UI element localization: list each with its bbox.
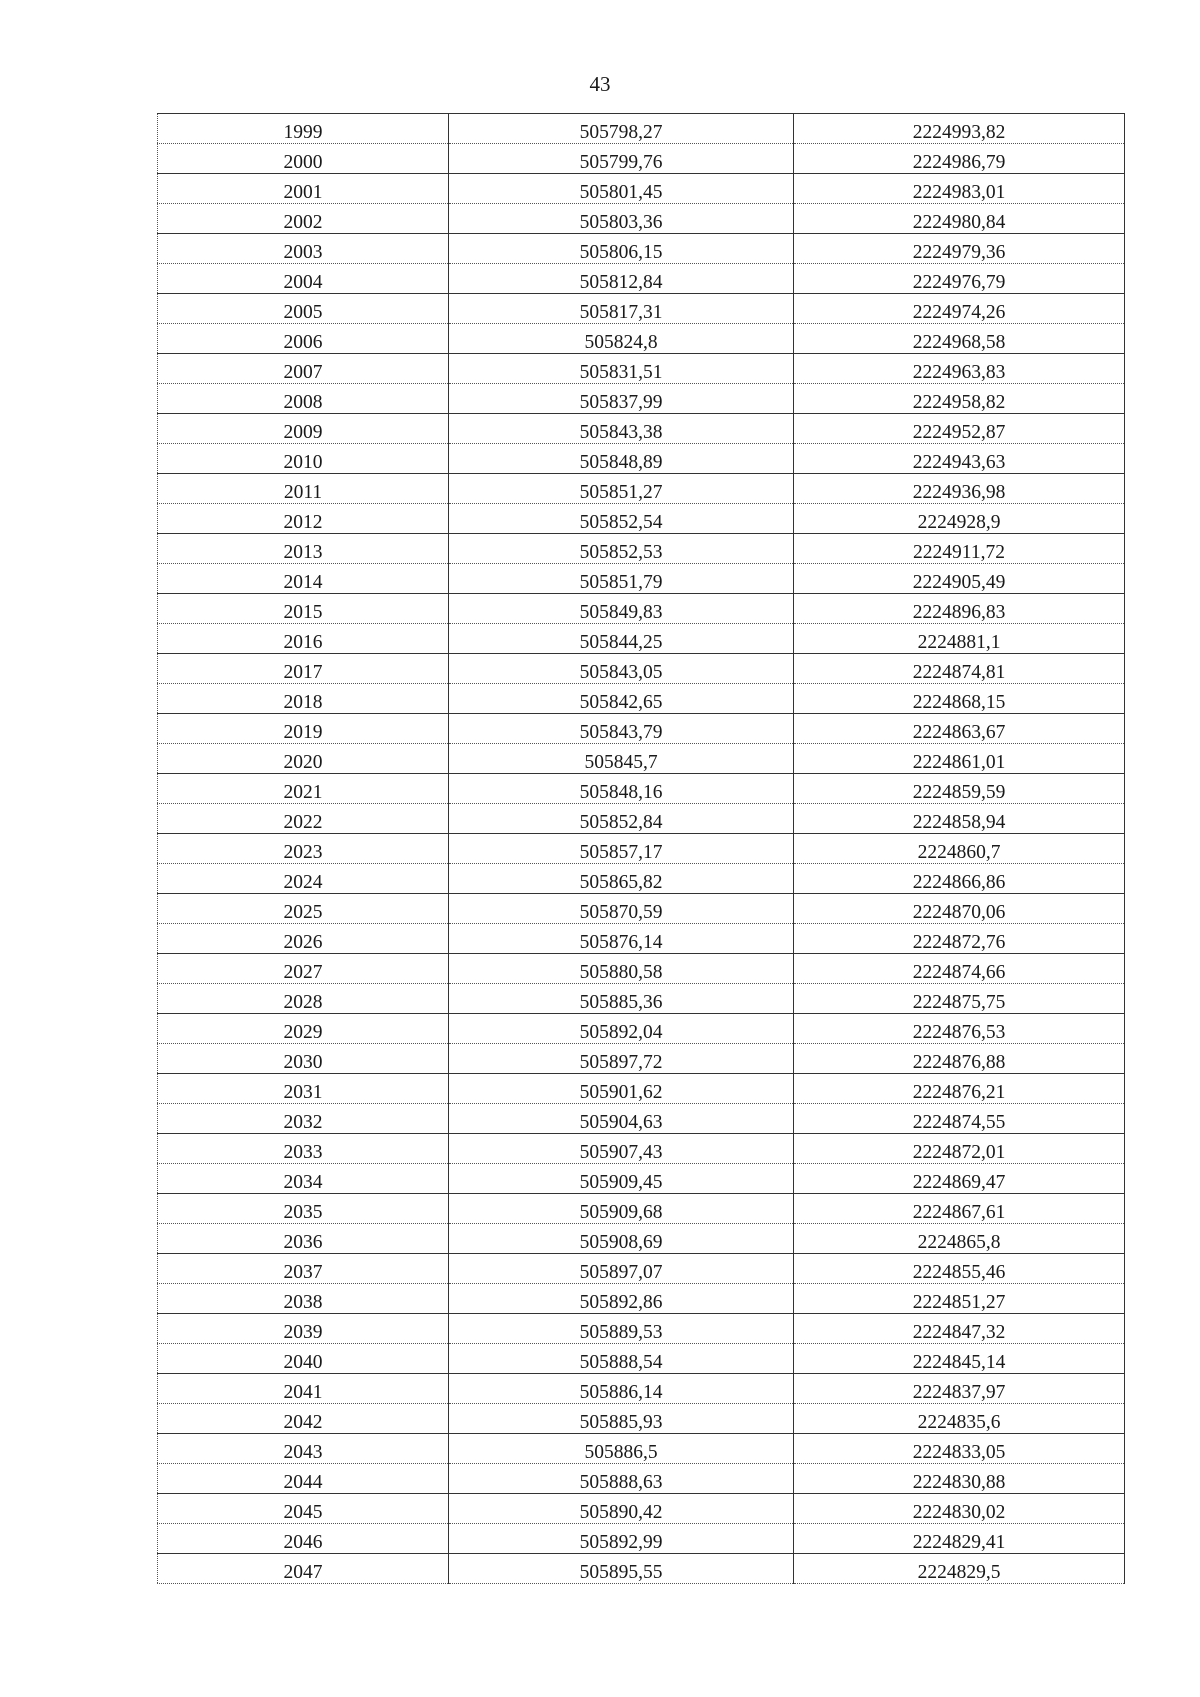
point-number-cell: 2017 — [158, 654, 449, 684]
y-coordinate-cell: 2224851,27 — [794, 1284, 1125, 1314]
page-number: 43 — [589, 72, 611, 96]
y-coordinate-cell: 2224835,6 — [794, 1404, 1125, 1434]
point-number-cell: 2021 — [158, 774, 449, 804]
table-row — [158, 1314, 1125, 1344]
point-number-cell: 2005 — [158, 294, 449, 324]
point-number-cell: 2046 — [158, 1524, 449, 1554]
y-coordinate-cell: 2224986,79 — [794, 144, 1125, 174]
y-coordinate-cell: 2224872,01 — [794, 1134, 1125, 1164]
y-coordinate-cell: 2224870,06 — [794, 894, 1125, 924]
table-row — [158, 924, 1125, 954]
y-coordinate-cell: 2224867,61 — [794, 1194, 1125, 1224]
table-row — [158, 1284, 1125, 1314]
point-number-cell: 2025 — [158, 894, 449, 924]
x-coordinate-cell: 505888,63 — [449, 1464, 794, 1494]
point-number-cell: 2010 — [158, 444, 449, 474]
x-coordinate-cell: 505851,79 — [449, 564, 794, 594]
table-row — [158, 1524, 1125, 1554]
x-coordinate-cell: 505837,99 — [449, 384, 794, 414]
x-coordinate-cell: 505892,04 — [449, 1014, 794, 1044]
x-coordinate-cell: 505886,5 — [449, 1434, 794, 1464]
y-coordinate-cell: 2224936,98 — [794, 474, 1125, 504]
point-number-cell: 2024 — [158, 864, 449, 894]
point-number-cell: 2036 — [158, 1224, 449, 1254]
y-coordinate-cell: 2224968,58 — [794, 324, 1125, 354]
point-number-cell: 2016 — [158, 624, 449, 654]
y-coordinate-cell: 2224943,63 — [794, 444, 1125, 474]
x-coordinate-cell: 505892,86 — [449, 1284, 794, 1314]
table-row — [158, 624, 1125, 654]
point-number-cell: 2019 — [158, 714, 449, 744]
x-coordinate-cell: 505852,53 — [449, 534, 794, 564]
coordinates-table — [157, 113, 1125, 1584]
table-row — [158, 1494, 1125, 1524]
table-row — [158, 1554, 1125, 1584]
y-coordinate-cell: 2224837,97 — [794, 1374, 1125, 1404]
x-coordinate-cell: 505909,68 — [449, 1194, 794, 1224]
x-coordinate-cell: 505885,93 — [449, 1404, 794, 1434]
table-row — [158, 1104, 1125, 1134]
point-number-cell: 2002 — [158, 204, 449, 234]
point-number-cell: 2023 — [158, 834, 449, 864]
point-number-cell: 2001 — [158, 174, 449, 204]
point-number-cell: 2011 — [158, 474, 449, 504]
y-coordinate-cell: 2224876,53 — [794, 1014, 1125, 1044]
table-row — [158, 414, 1125, 444]
point-number-cell: 2040 — [158, 1344, 449, 1374]
y-coordinate-cell: 2224858,94 — [794, 804, 1125, 834]
x-coordinate-cell: 505824,8 — [449, 324, 794, 354]
point-number-cell: 2027 — [158, 954, 449, 984]
table-row — [158, 1164, 1125, 1194]
x-coordinate-cell: 505888,54 — [449, 1344, 794, 1374]
x-coordinate-cell: 505851,27 — [449, 474, 794, 504]
point-number-cell: 1999 — [158, 114, 449, 144]
x-coordinate-cell: 505889,53 — [449, 1314, 794, 1344]
x-coordinate-cell: 505844,25 — [449, 624, 794, 654]
table-row — [158, 1374, 1125, 1404]
y-coordinate-cell: 2224980,84 — [794, 204, 1125, 234]
y-coordinate-cell: 2224974,26 — [794, 294, 1125, 324]
x-coordinate-cell: 505880,58 — [449, 954, 794, 984]
point-number-cell: 2004 — [158, 264, 449, 294]
y-coordinate-cell: 2224993,82 — [794, 114, 1125, 144]
y-coordinate-cell: 2224911,72 — [794, 534, 1125, 564]
x-coordinate-cell: 505852,84 — [449, 804, 794, 834]
point-number-cell: 2000 — [158, 144, 449, 174]
table-row — [158, 294, 1125, 324]
y-coordinate-cell: 2224829,5 — [794, 1554, 1125, 1584]
table-row — [158, 1074, 1125, 1104]
point-number-cell: 2029 — [158, 1014, 449, 1044]
point-number-cell: 2030 — [158, 1044, 449, 1074]
y-coordinate-cell: 2224830,88 — [794, 1464, 1125, 1494]
table-row — [158, 144, 1125, 174]
x-coordinate-cell: 505798,27 — [449, 114, 794, 144]
x-coordinate-cell: 505803,36 — [449, 204, 794, 234]
x-coordinate-cell: 505845,7 — [449, 744, 794, 774]
y-coordinate-cell: 2224830,02 — [794, 1494, 1125, 1524]
point-number-cell: 2015 — [158, 594, 449, 624]
point-number-cell: 2026 — [158, 924, 449, 954]
y-coordinate-cell: 2224905,49 — [794, 564, 1125, 594]
point-number-cell: 2043 — [158, 1434, 449, 1464]
point-number-cell: 2039 — [158, 1314, 449, 1344]
table-row — [158, 384, 1125, 414]
table-row — [158, 714, 1125, 744]
table-row — [158, 1404, 1125, 1434]
y-coordinate-cell: 2224874,55 — [794, 1104, 1125, 1134]
x-coordinate-cell: 505904,63 — [449, 1104, 794, 1134]
point-number-cell: 2045 — [158, 1494, 449, 1524]
point-number-cell: 2028 — [158, 984, 449, 1014]
point-number-cell: 2044 — [158, 1464, 449, 1494]
table-row — [158, 744, 1125, 774]
table-row — [158, 354, 1125, 384]
x-coordinate-cell: 505876,14 — [449, 924, 794, 954]
y-coordinate-cell: 2224865,8 — [794, 1224, 1125, 1254]
point-number-cell: 2003 — [158, 234, 449, 264]
y-coordinate-cell: 2224876,88 — [794, 1044, 1125, 1074]
point-number-cell: 2022 — [158, 804, 449, 834]
table-row — [158, 954, 1125, 984]
x-coordinate-cell: 505806,15 — [449, 234, 794, 264]
y-coordinate-cell: 2224881,1 — [794, 624, 1125, 654]
point-number-cell: 2012 — [158, 504, 449, 534]
y-coordinate-cell: 2224859,59 — [794, 774, 1125, 804]
table-row — [158, 1434, 1125, 1464]
coordinates-table-body — [158, 114, 1125, 1584]
table-row — [158, 894, 1125, 924]
x-coordinate-cell: 505801,45 — [449, 174, 794, 204]
x-coordinate-cell: 505909,45 — [449, 1164, 794, 1194]
x-coordinate-cell: 505812,84 — [449, 264, 794, 294]
point-number-cell: 2037 — [158, 1254, 449, 1284]
x-coordinate-cell: 505848,89 — [449, 444, 794, 474]
table-row — [158, 1464, 1125, 1494]
table-row — [158, 444, 1125, 474]
point-number-cell: 2047 — [158, 1554, 449, 1584]
y-coordinate-cell: 2224876,21 — [794, 1074, 1125, 1104]
point-number-cell: 2042 — [158, 1404, 449, 1434]
y-coordinate-cell: 2224872,76 — [794, 924, 1125, 954]
point-number-cell: 2031 — [158, 1074, 449, 1104]
x-coordinate-cell: 505842,65 — [449, 684, 794, 714]
table-row — [158, 594, 1125, 624]
x-coordinate-cell: 505843,79 — [449, 714, 794, 744]
x-coordinate-cell: 505908,69 — [449, 1224, 794, 1254]
x-coordinate-cell: 505886,14 — [449, 1374, 794, 1404]
y-coordinate-cell: 2224896,83 — [794, 594, 1125, 624]
y-coordinate-cell: 2224874,81 — [794, 654, 1125, 684]
table-row — [158, 504, 1125, 534]
table-row — [158, 264, 1125, 294]
point-number-cell: 2006 — [158, 324, 449, 354]
y-coordinate-cell: 2224958,82 — [794, 384, 1125, 414]
x-coordinate-cell: 505895,55 — [449, 1554, 794, 1584]
table-row — [158, 204, 1125, 234]
table-row — [158, 1224, 1125, 1254]
table-row — [158, 774, 1125, 804]
point-number-cell: 2035 — [158, 1194, 449, 1224]
table-row — [158, 1134, 1125, 1164]
point-number-cell: 2014 — [158, 564, 449, 594]
table-row — [158, 1254, 1125, 1284]
table-row — [158, 324, 1125, 354]
y-coordinate-cell: 2224847,32 — [794, 1314, 1125, 1344]
x-coordinate-cell: 505831,51 — [449, 354, 794, 384]
y-coordinate-cell: 2224976,79 — [794, 264, 1125, 294]
x-coordinate-cell: 505897,07 — [449, 1254, 794, 1284]
table-row — [158, 564, 1125, 594]
y-coordinate-cell: 2224875,75 — [794, 984, 1125, 1014]
y-coordinate-cell: 2224963,83 — [794, 354, 1125, 384]
y-coordinate-cell: 2224952,87 — [794, 414, 1125, 444]
table-row — [158, 1044, 1125, 1074]
table-row — [158, 174, 1125, 204]
table-row — [158, 1344, 1125, 1374]
table-row — [158, 984, 1125, 1014]
point-number-cell: 2018 — [158, 684, 449, 714]
x-coordinate-cell: 505870,59 — [449, 894, 794, 924]
point-number-cell: 2038 — [158, 1284, 449, 1314]
y-coordinate-cell: 2224868,15 — [794, 684, 1125, 714]
table-row — [158, 234, 1125, 264]
point-number-cell: 2032 — [158, 1104, 449, 1134]
y-coordinate-cell: 2224860,7 — [794, 834, 1125, 864]
table-row — [158, 534, 1125, 564]
x-coordinate-cell: 505907,43 — [449, 1134, 794, 1164]
x-coordinate-cell: 505848,16 — [449, 774, 794, 804]
table-row — [158, 654, 1125, 684]
x-coordinate-cell: 505843,05 — [449, 654, 794, 684]
y-coordinate-cell: 2224979,36 — [794, 234, 1125, 264]
x-coordinate-cell: 505885,36 — [449, 984, 794, 1014]
y-coordinate-cell: 2224829,41 — [794, 1524, 1125, 1554]
point-number-cell: 2020 — [158, 744, 449, 774]
x-coordinate-cell: 505849,83 — [449, 594, 794, 624]
y-coordinate-cell: 2224866,86 — [794, 864, 1125, 894]
x-coordinate-cell: 505901,62 — [449, 1074, 794, 1104]
x-coordinate-cell: 505865,82 — [449, 864, 794, 894]
table-row — [158, 474, 1125, 504]
y-coordinate-cell: 2224861,01 — [794, 744, 1125, 774]
y-coordinate-cell: 2224845,14 — [794, 1344, 1125, 1374]
table-row — [158, 1014, 1125, 1044]
table-row — [158, 834, 1125, 864]
y-coordinate-cell: 2224833,05 — [794, 1434, 1125, 1464]
point-number-cell: 2041 — [158, 1374, 449, 1404]
point-number-cell: 2007 — [158, 354, 449, 384]
point-number-cell: 2009 — [158, 414, 449, 444]
point-number-cell: 2033 — [158, 1134, 449, 1164]
x-coordinate-cell: 505890,42 — [449, 1494, 794, 1524]
table-row — [158, 864, 1125, 894]
x-coordinate-cell: 505857,17 — [449, 834, 794, 864]
y-coordinate-cell: 2224869,47 — [794, 1164, 1125, 1194]
y-coordinate-cell: 2224928,9 — [794, 504, 1125, 534]
table-row — [158, 114, 1125, 144]
x-coordinate-cell: 505892,99 — [449, 1524, 794, 1554]
y-coordinate-cell: 2224863,67 — [794, 714, 1125, 744]
x-coordinate-cell: 505852,54 — [449, 504, 794, 534]
table-row — [158, 1194, 1125, 1224]
point-number-cell: 2008 — [158, 384, 449, 414]
table-row — [158, 684, 1125, 714]
x-coordinate-cell: 505817,31 — [449, 294, 794, 324]
y-coordinate-cell: 2224855,46 — [794, 1254, 1125, 1284]
x-coordinate-cell: 505843,38 — [449, 414, 794, 444]
x-coordinate-cell: 505897,72 — [449, 1044, 794, 1074]
y-coordinate-cell: 2224983,01 — [794, 174, 1125, 204]
table-row — [158, 804, 1125, 834]
x-coordinate-cell: 505799,76 — [449, 144, 794, 174]
y-coordinate-cell: 2224874,66 — [794, 954, 1125, 984]
point-number-cell: 2034 — [158, 1164, 449, 1194]
point-number-cell: 2013 — [158, 534, 449, 564]
